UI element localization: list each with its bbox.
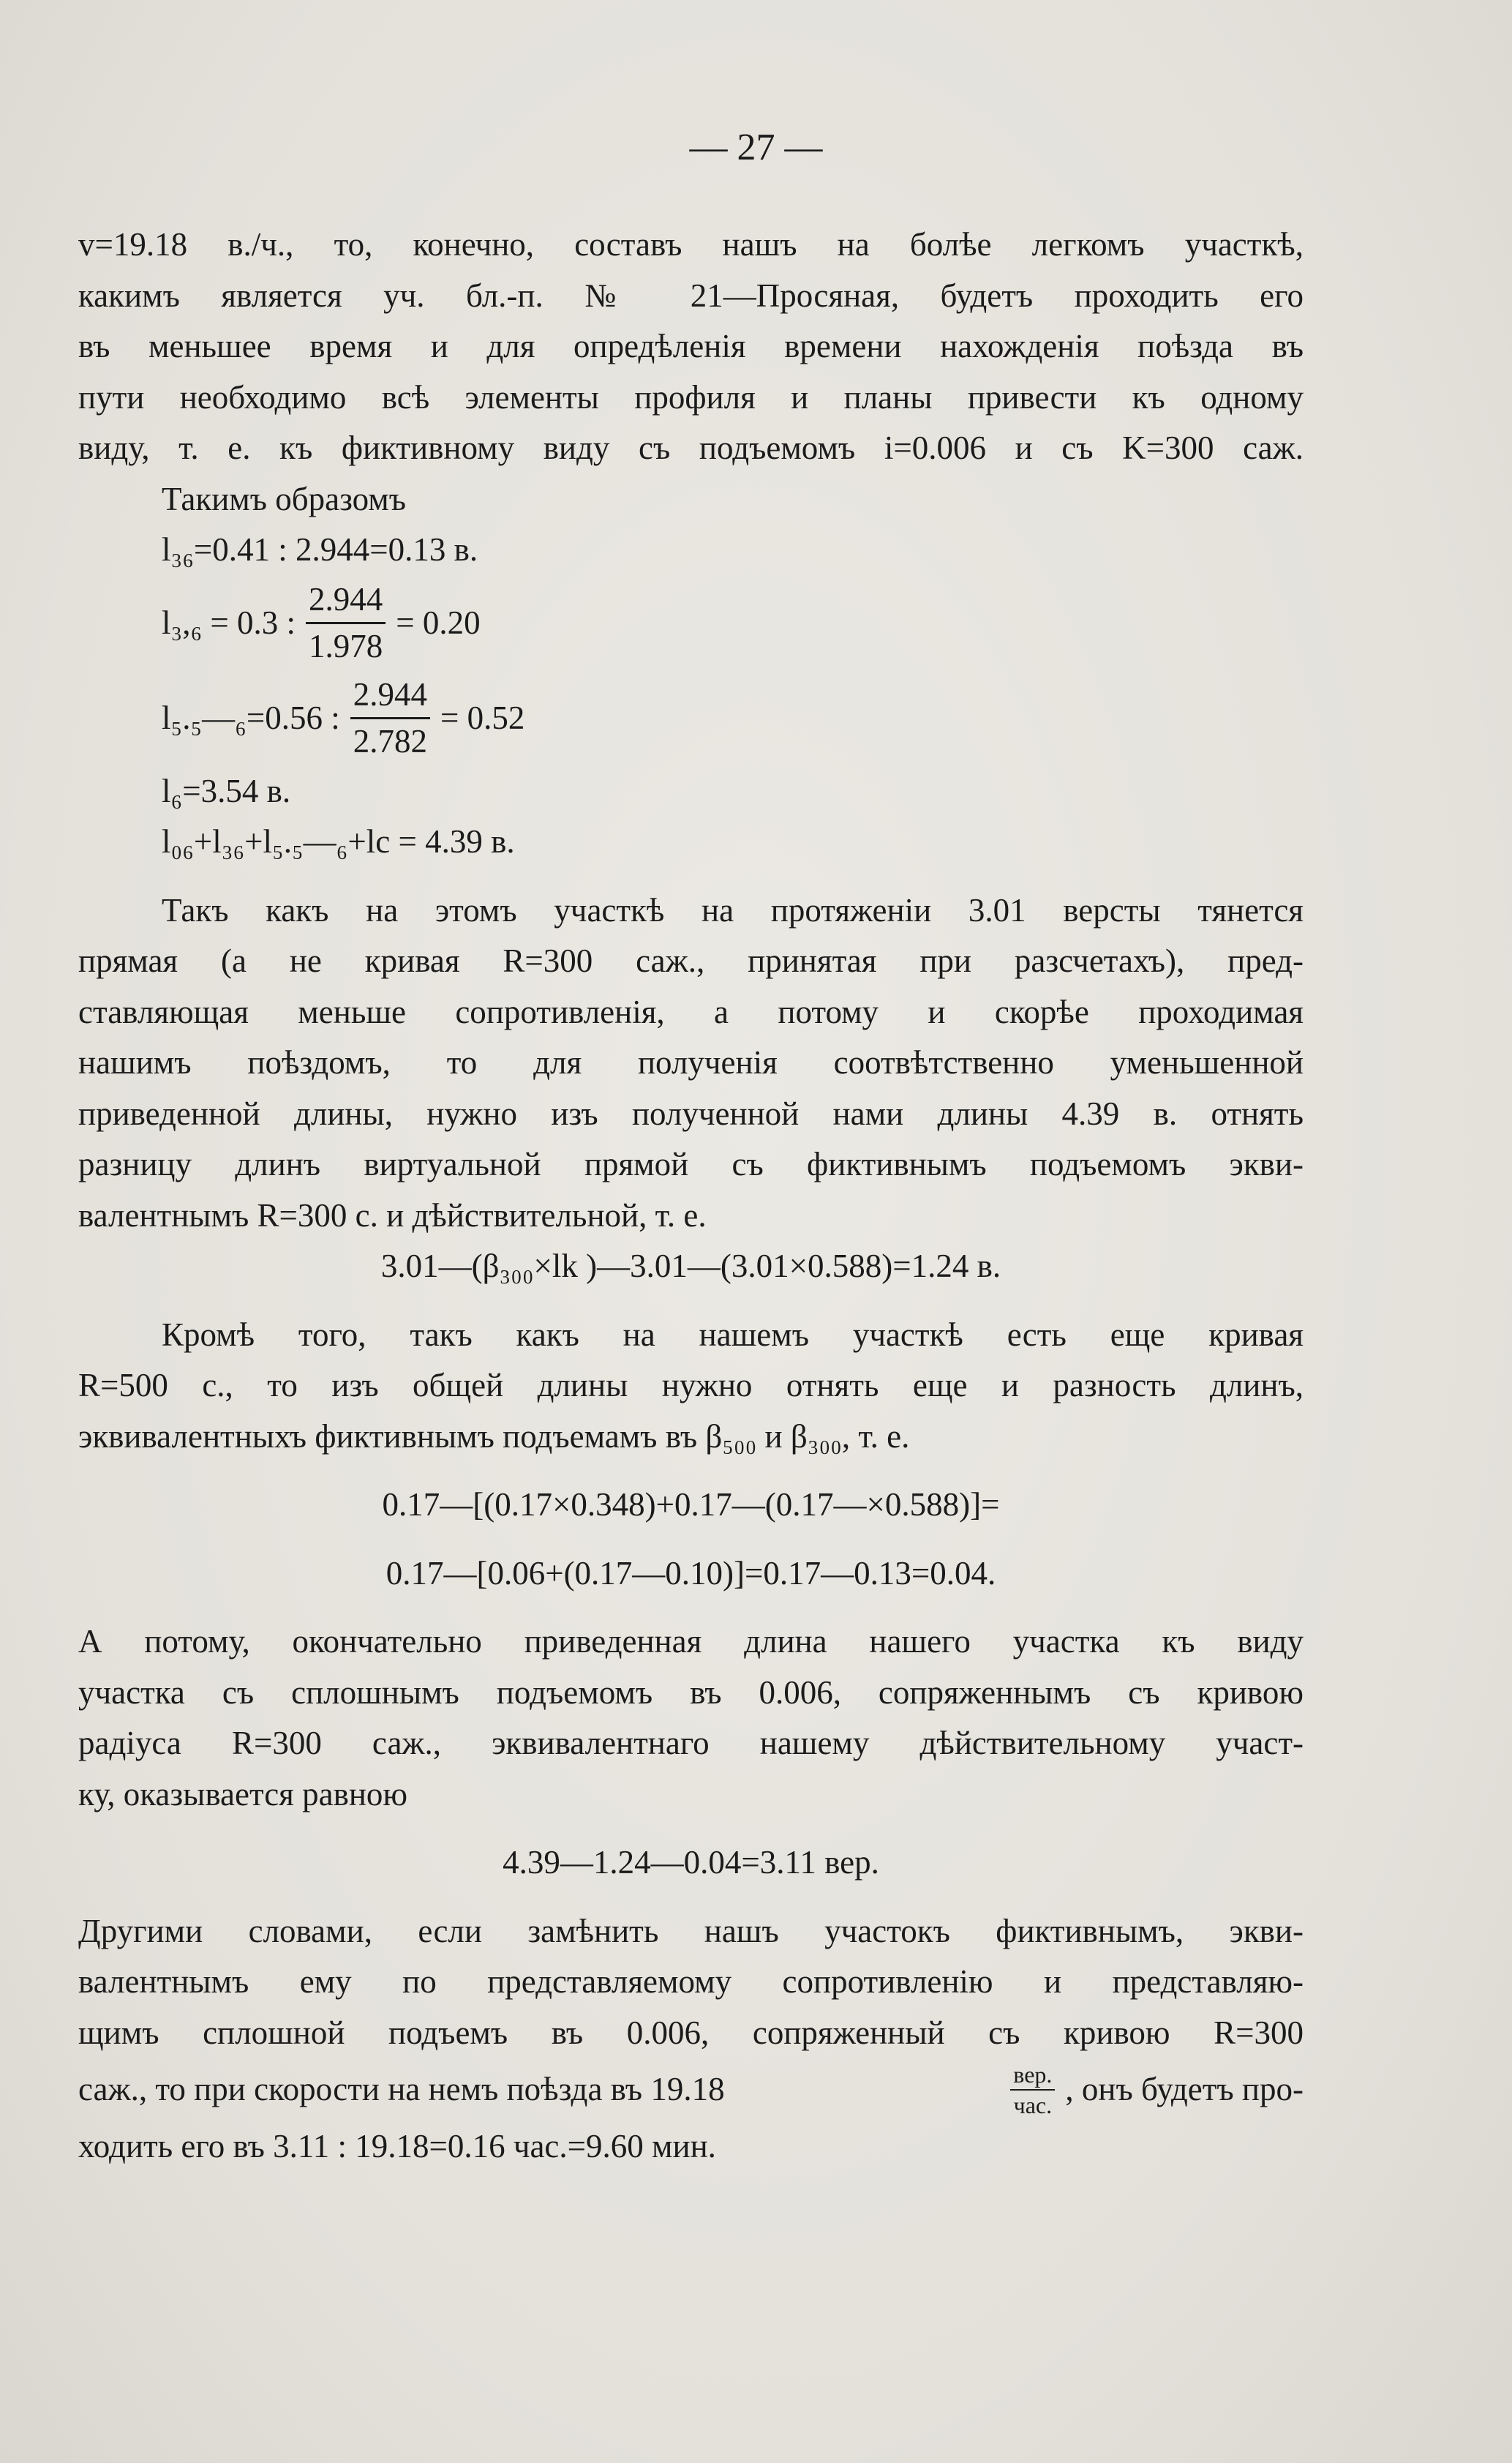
- formula-2-lhs: l₃,₆ = 0.3 :: [162, 604, 296, 641]
- text-line: прямая (а не кривая R=300 саж., принятая при разсчетахъ), пред-: [78, 942, 1304, 979]
- formula-1: l₃₆=0.41 : 2.944=0.13 в.: [162, 531, 478, 568]
- text-line: нашимъ поѣздомъ, то для полученія соотвѣтственно уменьшенной: [78, 1044, 1304, 1081]
- text-line: валентнымъ ему по представляемому сопротивленію и представляю-: [78, 1963, 1304, 2000]
- speed-unit-fraction: [1010, 2063, 1055, 2117]
- text-line: Такъ какъ на этомъ участкѣ на протяженіи 3.01 версты тянется: [162, 891, 1304, 929]
- text-line-part: саж., то при скорости на немъ поѣзда въ 19.18: [78, 2071, 725, 2108]
- formula-2-fraction: [306, 583, 385, 663]
- formula-3: [78, 671, 1304, 766]
- text-line: ставляющая меньше сопротивленія, а потому и скорѣе проходимая: [78, 993, 1304, 1030]
- page-number: — 27 —: [689, 127, 823, 168]
- equation-2: 0.17—[(0.17×0.348)+0.17—(0.17—×0.588)]=: [382, 1486, 1000, 1523]
- formula-4: l₆=3.54 в.: [162, 772, 291, 809]
- equation-3: 0.17—[0.06+(0.17—0.10)]=0.17—0.13=0.04.: [385, 1554, 996, 1592]
- text-line: Кромѣ того, такъ какъ на нашемъ участкѣ есть еще кривая: [162, 1316, 1304, 1353]
- text-line: пути необходимо всѣ элементы профиля и планы привести къ одному: [78, 378, 1304, 416]
- text-line-with-fraction: [78, 2058, 1304, 2121]
- text-line: эквивалентныхъ фиктивнымъ подъемамъ въ β₅₀₀ и β₃₀₀, т. е.: [78, 1417, 910, 1455]
- text-line: ходить его въ 3.11 : 19.18=0.16 час.=9.60 мин.: [78, 2128, 716, 2164]
- formula-3-denominator: 2.782: [353, 723, 427, 760]
- speed-unit-denominator: час.: [1013, 2092, 1053, 2118]
- text-line: въ меньшее время и для опредѣленія времени нахожденія поѣзда въ: [78, 328, 1304, 364]
- text-line: R=500 с., то изъ общей длины нужно отнять еще и разность длинъ,: [78, 1367, 1304, 1403]
- text-line: Другими словами, если замѣнить нашъ участокъ фиктивнымъ, экви-: [78, 1912, 1304, 1949]
- text-line: валентнымъ R=300 с. и дѣйствительной, т. е.: [78, 1196, 707, 1234]
- text-line: А потому, окончательно приведенная длина нашего участка къ виду: [78, 1623, 1304, 1660]
- speed-unit-numerator: вер.: [1010, 2063, 1055, 2091]
- text-line: ку, оказывается равною: [78, 1775, 408, 1812]
- formula-2-numerator: 2.944: [306, 583, 385, 624]
- text-line: участка съ сплошнымъ подъемомъ въ 0.006, сопряженнымъ съ кривою: [78, 1673, 1304, 1711]
- formula-3-lhs: l₅.₅—₆=0.56 :: [162, 699, 340, 736]
- formula-3-fraction: [350, 678, 430, 758]
- text-line: щимъ сплошной подъемъ въ 0.006, сопряженный съ кривою R=300: [78, 2014, 1304, 2051]
- text-line: радіуса R=300 саж., эквивалентнаго нашему дѣйствительному участ-: [78, 1725, 1304, 1761]
- formula-3-numerator: 2.944: [350, 678, 430, 719]
- equation-4: 4.39—1.24—0.04=3.11 вер.: [503, 1844, 879, 1881]
- formula-3-rhs: = 0.52: [440, 699, 525, 736]
- formula-intro: Такимъ образомъ: [162, 480, 407, 517]
- text-line: v=19.18 в./ч., то, конечно, составъ нашъ на болѣе легкомъ участкѣ,: [78, 226, 1304, 263]
- formula-2-rhs: = 0.20: [396, 604, 481, 641]
- text-line: виду, т. е. къ фиктивному виду съ подъемомъ i=0.006 и съ K=300 саж.: [78, 430, 1304, 466]
- body-text: [78, 220, 1304, 2173]
- formula-2-denominator: 1.978: [309, 628, 383, 664]
- text-line: какимъ является уч. бл.-п. № 21—Просяная, будетъ проходить его: [78, 277, 1304, 314]
- text-line: приведенной длины, нужно изъ полученной нами длины 4.39 в. отнять: [78, 1095, 1304, 1132]
- text-line-part: , онъ будетъ про-: [1065, 2071, 1304, 2108]
- formula-2: [78, 576, 1304, 671]
- equation-1: 3.01—(β₃₀₀×lk )—3.01—(3.01×0.588)=1.24 в.: [380, 1248, 1001, 1284]
- text-line: разницу длинъ виртуальной прямой съ фиктивнымъ подъемомъ экви-: [78, 1146, 1304, 1182]
- formula-5: l₀₆+l₃₆+l₅.₅—₆+lc = 4.39 в.: [162, 823, 515, 860]
